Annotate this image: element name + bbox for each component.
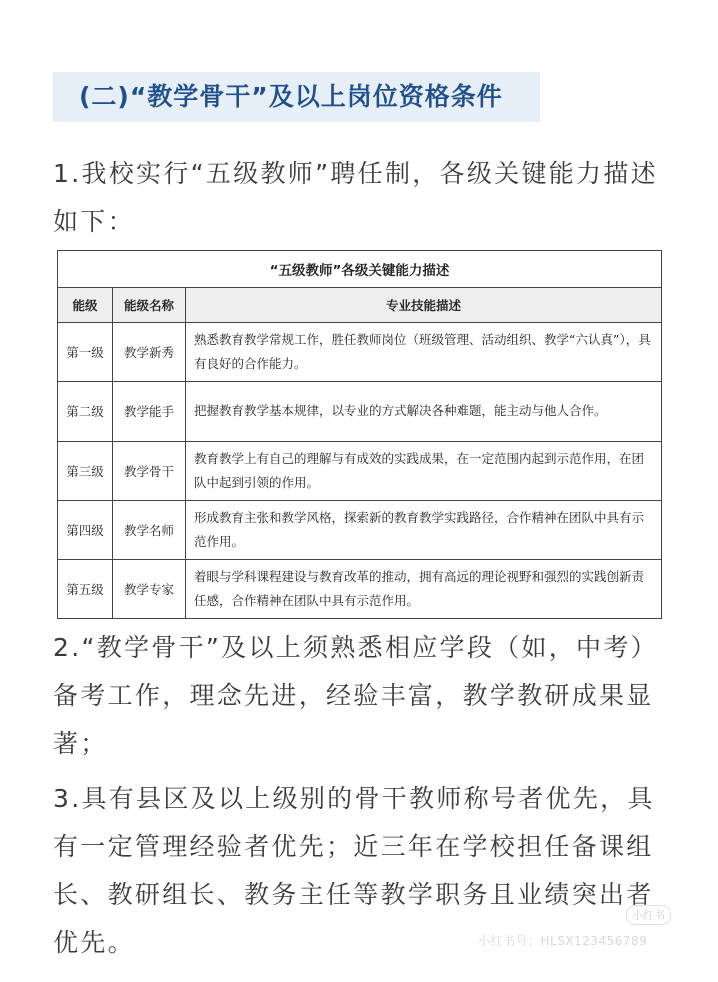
row-name: 教学专家 [113,559,186,618]
row-level: 第二级 [58,382,113,441]
table-row [58,323,662,382]
section-title: (二)“教学骨干”及以上岗位资格条件 [53,72,540,122]
header-name: 能级名称 [113,288,186,323]
paragraph-3: 3.具有县区及以上级别的骨干教师称号者优先，具有一定管理经验者优先；近三年在学校担任备课组长、教研组长、教务主任等教学职务且业绩突出者优先。 [53,784,655,957]
row-name: 教学名师 [113,500,186,559]
table-row [58,382,662,441]
header-desc: 专业技能描述 [186,288,662,323]
row-desc: 把握教育教学基本规律，以专业的方式解决各种难题，能主动与他人合作。 [186,382,662,441]
row-name: 教学能手 [113,382,186,441]
row-desc: 教育教学上有自己的理解与有成效的实践成果，在一定范围内起到示范作用，在团队中起到引领的作用。 [186,441,662,500]
row-name: 教学骨干 [113,441,186,500]
row-level: 第三级 [58,441,113,500]
watermark-logo: 小红书 [626,905,671,925]
row-desc: 着眼与学科课程建设与教育改革的推动，拥有高远的理论视野和强烈的实践创新责任感，合作精神在团队中具有示范作用。 [186,559,662,618]
watermark-text: 小红书号：HLSX123456789 [478,934,648,948]
row-level: 第五级 [58,559,113,618]
ability-table [57,250,662,619]
row-level: 第一级 [58,323,113,382]
paragraph-2: 2.“教学骨干”及以上须熟悉相应学段（如，中考）备考工作，理念先进，经验丰富，教学教研成果显著； [53,633,658,758]
header-level: 能级 [58,288,113,323]
table-row [58,500,662,559]
row-name: 教学新秀 [113,323,186,382]
row-level: 第四级 [58,500,113,559]
paragraph-1: 1.我校实行“五级教师”聘任制，各级关键能力描述如下： [53,159,658,236]
table-row [58,559,662,618]
table-title: “五级教师”各级关键能力描述 [58,251,662,288]
row-desc: 熟悉教育教学常规工作，胜任教师岗位（班级管理、活动组织、教学“六认真”），具有良好的合作能力。 [186,323,662,382]
table-row [58,441,662,500]
row-desc: 形成教育主张和教学风格，探索新的教育教学实践路径，合作精神在团队中具有示范作用。 [186,500,662,559]
